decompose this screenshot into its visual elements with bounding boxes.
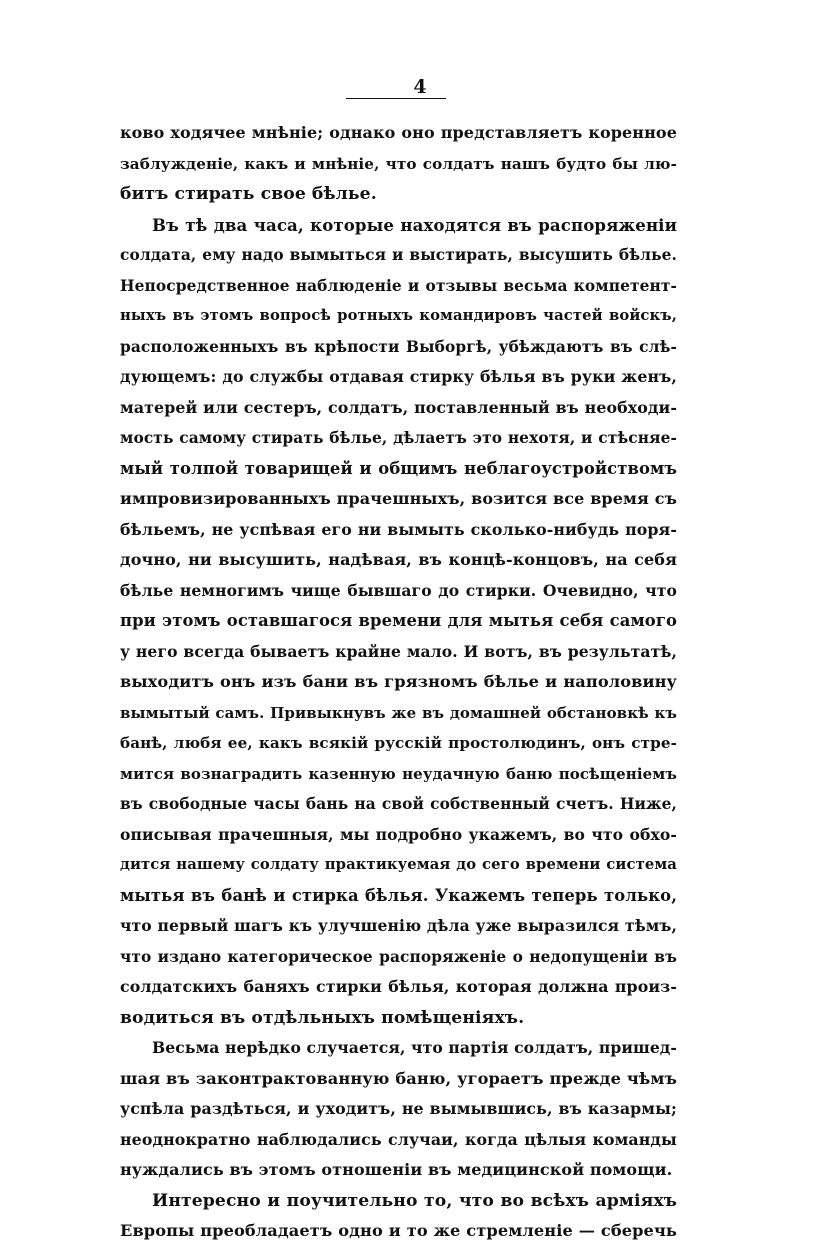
text-line: бѣльемъ, не успѣвая его ни вымыть сколько-нибудь поря- <box>120 519 677 539</box>
header-rule <box>346 98 446 99</box>
text-line: описывая прачешныя, мы подробно укажемъ, во что обхо- <box>120 824 677 844</box>
text-line: матерей или сестеръ, солдатъ, поставленный въ необходи- <box>120 397 677 417</box>
text-line: нуждались въ этомъ отношеніи въ медицинской помощи. <box>120 1160 673 1179</box>
text-line: дующемъ: до службы отдавая стирку бѣлья въ руки женъ, <box>120 367 677 386</box>
text-line: мится вознаградить казенную неудачную баню посѣщеніемъ <box>120 764 677 783</box>
text-line: солдатскихъ баняхъ стирки бѣлья, которая должна произ- <box>120 977 677 996</box>
text-line: битъ стирать свое бѣлье. <box>120 184 377 204</box>
text-line: шая въ законтрактованную баню, угораетъ прежде чѣмъ <box>120 1068 677 1088</box>
page-number: 4 <box>413 76 427 98</box>
text-line: Въ тѣ два часа, которые находятся въ распоряженіи <box>152 214 677 235</box>
text-line: мый толпой товарищей и общимъ неблагоустройствомъ <box>120 458 677 478</box>
text-line: Непосредственное наблюденіе и отзывы весьма компетент- <box>120 276 677 295</box>
text-line: дочно, ни высушить, надѣвая, въ концѣ-концовъ, на себя <box>120 550 677 569</box>
text-line: успѣла раздѣться, и уходитъ, не вымывшись, въ казармы; <box>120 1099 677 1118</box>
text-line: выходитъ онъ изъ бани въ грязномъ бѣлье и наполовину <box>120 672 677 691</box>
text-line: мость самому стирать бѣлье, дѣлаетъ это нехотя, и стѣсняе- <box>120 429 677 447</box>
text-line: Интересно и поучительно то, что во всѣхъ арміяхъ <box>152 1190 677 1211</box>
text-line: солдата, ему надо вымыться и выстирать, высушить бѣлье. <box>120 246 677 264</box>
text-line: при этомъ оставшагося времени для мытья себя самого <box>120 611 677 630</box>
text-line: неоднократно наблюдались случаи, когда цѣлыя команды <box>120 1129 677 1149</box>
body-text <box>120 118 677 1247</box>
text-line: водиться въ отдѣльныхъ помѣщеніяхъ. <box>120 1007 525 1028</box>
text-line: у него всегда бываетъ крайне мало. И вотъ, въ результатѣ, <box>120 641 677 661</box>
text-line: дится нашему солдату практикуемая до сего времени система <box>120 856 677 873</box>
text-line: Европы преобладаетъ одно и то же стремленіе — сберечь <box>120 1221 677 1240</box>
text-line: что издано категорическое распоряженіе о недопущеніи въ <box>120 947 677 966</box>
text-line: ныхъ въ этомъ вопросѣ ротныхъ командировъ частей войскъ, <box>120 307 677 324</box>
text-line: въ свободные часы бань на свой собственный счетъ. Ниже, <box>120 795 677 813</box>
text-line: расположенныхъ въ крѣпости Выборгѣ, убѣждаютъ въ слѣ- <box>120 337 677 356</box>
text-line: банѣ, любя ее, какъ всякій русскій простолюдинъ, онъ стре- <box>120 734 677 752</box>
text-line: заблужденіе, какъ и мнѣніе, что солдатъ нашъ будто бы лю- <box>120 154 677 173</box>
text-line: ково ходячее мнѣніе; однако оно представляетъ коренное <box>120 123 677 142</box>
text-line: вымытый самъ. Привыкнувъ же въ домашней обстановкѣ къ <box>120 703 677 722</box>
text-line: мытья въ банѣ и стирка бѣлья. Укажемъ теперь только, <box>120 885 677 905</box>
text-line: импровизированныхъ прачешныхъ, возится все время съ <box>120 489 677 508</box>
text-line: Весьма нерѣдко случается, что партія солдатъ, пришед- <box>152 1038 677 1057</box>
text-line: что первый шагъ къ улучшенію дѣла уже выразился тѣмъ, <box>120 916 677 935</box>
text-line: бѣлье немногимъ чище бывшаго до стирки. Очевидно, что <box>120 580 677 600</box>
page-header <box>0 76 840 98</box>
